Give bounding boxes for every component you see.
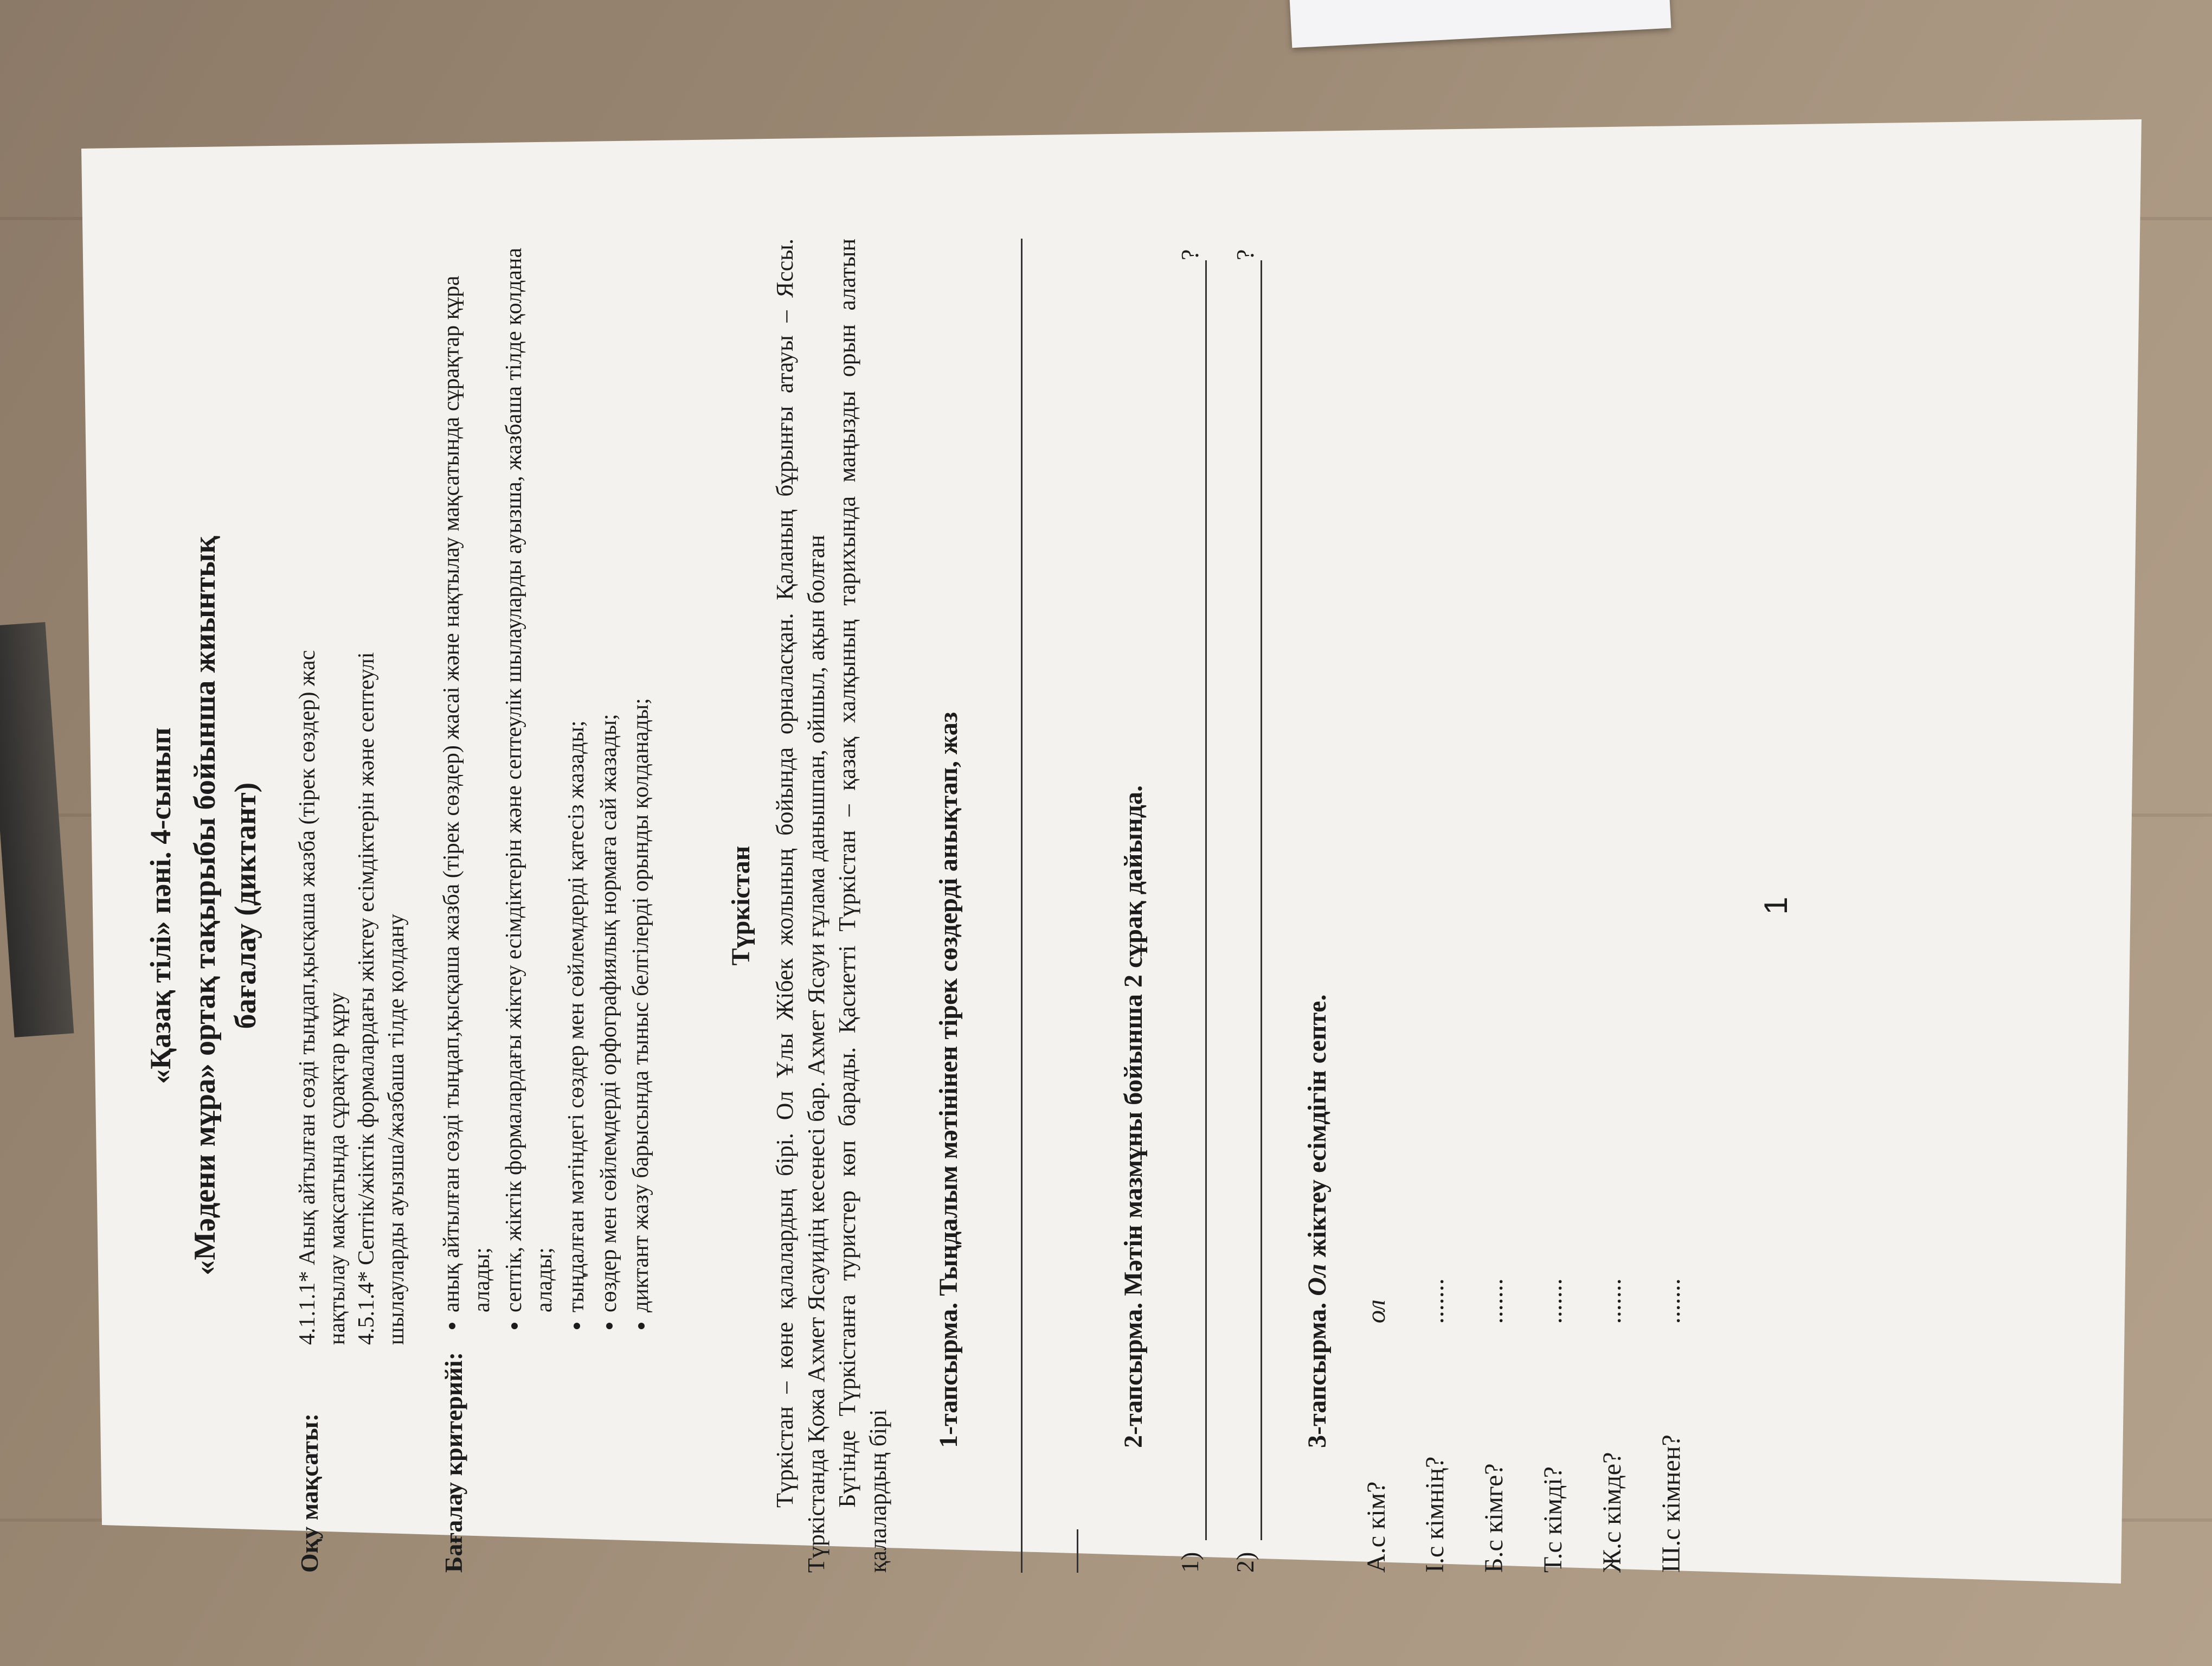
objectives-label: Оқу мақсаты: <box>295 1413 324 1573</box>
dictation-title: Түркістан <box>726 845 755 966</box>
case-row <box>1477 239 1512 1573</box>
case-answer-blank[interactable]: ....... <box>1597 1278 1626 1323</box>
worksheet-content <box>141 239 1957 1573</box>
criteria-item: • тыңдалған мәтіндегі сөздер мен сөйлемдерді қатесіз жазады; <box>562 239 591 1312</box>
table-edge-object <box>0 622 74 1037</box>
question-mark: ? <box>1175 249 1204 260</box>
criteria-item: • диктант жазу барысында тыныс белгілерді орынды қолданады; <box>626 239 656 1312</box>
case-answer-blank[interactable]: ....... <box>1420 1278 1450 1323</box>
case-row <box>1536 239 1571 1573</box>
objectives-text: 4.1.1.1* Анық айтылған сөзді тыңдап,қысқаша жазба (тірек сөздер) жас нақтылау мақсатында сұрақтар құру 4.5.1.4* Септік/жіктік формалардағы жіктеу есімдіктерін және септеулі шылауларды ауызша/жазбаша тілде қолдану <box>295 650 409 1345</box>
case-answer-blank[interactable]: ....... <box>1656 1278 1686 1323</box>
case-row <box>1418 239 1453 1573</box>
task1-answer-line[interactable] <box>988 239 1023 1573</box>
case-answer-blank[interactable]: ....... <box>1539 1278 1568 1323</box>
page-title: «Қазақ тілі» пәні. 4-сынып <box>144 727 177 1084</box>
question-answer-line[interactable] <box>1233 260 1262 1540</box>
case-row <box>1595 239 1630 1573</box>
task2-heading: 2-тапсырма. Мәтін мазмұны бойынша 2 сұрақ дайында. <box>1118 785 1148 1448</box>
case-question: А.с кім? <box>1361 1481 1391 1573</box>
case-row <box>1654 239 1689 1573</box>
page-number: 1 <box>1758 896 1795 915</box>
case-question: Б.с кімге? <box>1480 1463 1509 1573</box>
question-row <box>1229 239 1262 1573</box>
learning-objectives <box>293 239 411 1573</box>
criteria-item: • анық айтылған сөзді тыңдап,қысқаша жазба (тірек сөздер) жасаі және нақтылау мақсатында сұрақтар құра алады; <box>437 239 497 1312</box>
task1-heading: 1-тапсырма. Тыңдалым мәтінінен тірек сөздерді анықтап, жаз <box>934 712 963 1448</box>
case-answer: ол <box>1361 1299 1391 1323</box>
background-paper-corner <box>1289 0 1671 48</box>
case-row <box>1359 239 1394 1573</box>
question-answer-line[interactable] <box>1178 260 1207 1540</box>
criteria-item: • септік, жіктік формалардағы жіктеу есімдіктерін және септеулік шылауларды ауызша, жазбаша тілде қолдана алады; <box>499 239 560 1312</box>
task3-heading: 3-тапсырма. Ол жіктеу есімдігін септе. <box>1302 994 1332 1448</box>
question-number: 2) <box>1231 1552 1259 1573</box>
assessment-criteria <box>437 239 658 1573</box>
dictation-paragraph: Түркістан – көне қалалардың бірі. Ол Ұлы Жібек жолының бойында орналасқан. Қаланың бұрынғы атауы – Яссы. Түркістанда Қожа Ахмет Ясауидің кесенесі бар. Ахмет Ясауи ғұлама данышпан, ойшыл, ақын болған <box>771 239 829 1573</box>
question-row <box>1173 239 1207 1573</box>
case-question: І.с кімнің? <box>1420 1456 1450 1573</box>
page-subtitle: «Мәдени мұра» ортақ тақырыбы бойынша жиынтық бағалау (диктант) <box>188 536 263 1276</box>
case-question: Ж.с кімде? <box>1597 1452 1626 1573</box>
task1-answer-line[interactable] <box>1044 1529 1078 1573</box>
case-question: Т.с кімді? <box>1539 1466 1568 1573</box>
criteria-list <box>437 239 656 1345</box>
question-number: 1) <box>1175 1552 1204 1573</box>
dictation-paragraph: Бүгінде Түркістанға туристер көп барады. Қасиетті Түркістан – қазақ халқының тарихында маңызды орын алатын қалалардың бірі <box>833 239 891 1573</box>
criteria-item: • сөздер мен сөйлемдерді орфографиялық нормаға сай жазады; <box>594 239 624 1312</box>
question-mark: ? <box>1231 249 1259 260</box>
case-answer-blank[interactable]: ....... <box>1480 1278 1509 1323</box>
criteria-label: Бағалау критерийі: <box>440 1352 468 1573</box>
case-question: Ш.с кімнен? <box>1656 1434 1686 1573</box>
